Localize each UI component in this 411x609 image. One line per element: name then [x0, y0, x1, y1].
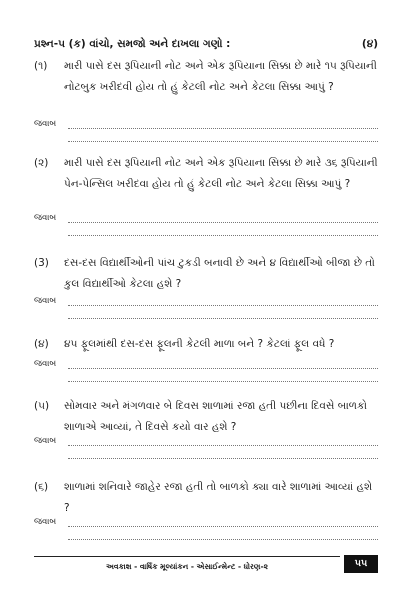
footer-text: અવકાશ - વાર્ષિક મૂલ્યાંકન - એસાઈન્મેન્ટ - ધોરણ-૨ — [106, 562, 268, 571]
question-3 — [34, 253, 378, 295]
answer-line[interactable] — [68, 539, 378, 540]
answer-area-4 — [34, 358, 378, 388]
question-number: (૧) — [34, 60, 48, 72]
question-number: (૫) — [34, 400, 50, 412]
answer-line[interactable] — [68, 381, 378, 382]
question-text: સોમવાર અને મંગળવાર બે દિવસ શાળામાં રજા હતી પછીના દિવસે બાળકો શાળાએ આવ્યાં, તે દિવસે કયો વાર હશે ? — [64, 400, 367, 433]
question-5 — [34, 396, 378, 438]
answer-line[interactable] — [68, 128, 378, 129]
answer-label: જવાબ — [34, 296, 57, 306]
answer-label: જવાબ — [34, 436, 57, 446]
answer-line[interactable] — [68, 458, 378, 459]
answer-line[interactable] — [68, 141, 378, 142]
question-text: ૪૫ ફૂલમાંથી દસ-દસ ફૂલની કેટલી માળા બને ? કેટલાં ફૂલ વધે ? — [64, 338, 335, 350]
answer-label: જવાબ — [34, 213, 57, 223]
answer-line[interactable] — [68, 526, 378, 527]
question-1 — [34, 56, 378, 119]
answer-line[interactable] — [68, 235, 378, 236]
answer-label: જવાબ — [34, 517, 57, 527]
section-marks: (૪) — [361, 38, 378, 50]
question-number: (૬) — [34, 481, 49, 493]
answer-line[interactable] — [68, 368, 378, 369]
question-text: શાળામાં શનિવારે જાહેર રજા હતી તો બાળકો ક્યા વારે શાળામાં આવ્યાં હશે ? — [64, 481, 373, 514]
question-number: (૪) — [34, 338, 49, 350]
question-text: મારી પાસે દસ રૂપિયાની નોટ અને એક રૂપિયાના સિક્કા છે મારે ૧૫ રૂપિયાની નોટબુક ખરીદવી હોય તો હું કેટલી નોટ અને કેટલા સિક્કા આપું ? — [64, 60, 377, 93]
question-6 — [34, 477, 378, 519]
question-number: (3) — [34, 257, 49, 269]
page-number: ૫૫ — [344, 555, 378, 573]
question-number: (૨) — [34, 157, 49, 169]
answer-area-3 — [34, 295, 378, 325]
section-header — [34, 38, 378, 54]
answer-line[interactable] — [68, 305, 378, 306]
answer-area-6 — [34, 516, 378, 546]
section-title: પ્રશ્ન-૫ (ક) વાંચો, સમજો અને દાખલા ગણો : — [34, 38, 231, 50]
question-4 — [34, 334, 378, 355]
answer-line[interactable] — [68, 445, 378, 446]
question-text: મારી પાસે દસ રૂપિયાની નોટ અને એક રૂપિયાના સિક્કા છે મારે ૩૬ રૂપિયાની પેન-પેન્સિલ ખરીદવા હોય તો હું કેટલી નોટ અને કેટલા સિક્કા આપું ? — [64, 157, 378, 190]
question-2 — [34, 153, 378, 216]
answer-line[interactable] — [68, 318, 378, 319]
answer-area-5 — [34, 435, 378, 465]
answer-line[interactable] — [68, 222, 378, 223]
answer-label: જવાબ — [34, 359, 57, 369]
answer-area-2 — [34, 212, 378, 242]
footer-divider — [34, 556, 340, 557]
answer-label: જવાબ — [34, 119, 57, 129]
answer-area-1 — [34, 118, 378, 148]
question-text: દસ-દસ વિદ્યાર્થીઓની પાંચ ટુકડી બનાવી છે અને ૪ વિદ્યાર્થીઓ બીજા છે તો કુલ વિદ્યાર્થીઓ કેટલા હશે ? — [64, 257, 375, 290]
